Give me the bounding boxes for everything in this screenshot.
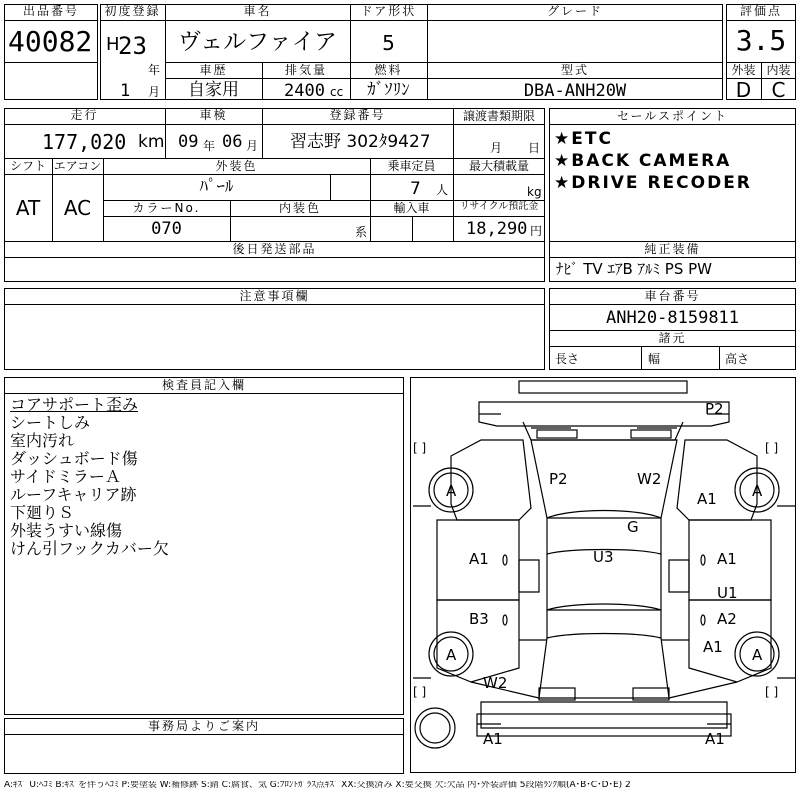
notes-label: 注意事項欄 <box>239 289 310 303</box>
dims-label: 諸元 <box>658 331 687 345</box>
chassis-number: ANH20-8159811 <box>605 308 740 328</box>
equipment-label: 純正装備 <box>644 242 701 256</box>
mileage: 177,020 <box>42 130 127 154</box>
color: ﾊﾟｰﾙ <box>199 177 234 197</box>
car-name: ヴェルファイア <box>178 29 337 55</box>
mileage-unit: km <box>138 132 165 152</box>
lot-number: 40082 <box>8 25 93 58</box>
reg-year: 23 <box>118 32 147 60</box>
first-reg-label: 初度登録 <box>104 4 161 18</box>
insp-year-unit: 年 <box>203 139 216 153</box>
bracket-rear-right: [ ] <box>765 685 779 699</box>
inspector-note-1: コアサポート歪み <box>10 395 139 414</box>
displacement-label: 排気量 <box>284 63 327 77</box>
mark-rear-right-wheel: A <box>752 646 763 664</box>
insp-month: 06 <box>222 132 243 152</box>
mark-rear-bumper-left: A1 <box>483 730 503 748</box>
mark-front-right-fender: A1 <box>697 490 717 508</box>
mark-roof: U3 <box>593 548 614 566</box>
inspector-note-7: 下廻りＳ <box>10 503 75 522</box>
history-label: 車歴 <box>199 63 228 77</box>
displacement: 2400 <box>284 81 325 101</box>
shift: AT <box>15 196 41 220</box>
car-name-label: 車名 <box>243 4 272 18</box>
history: 自家用 <box>188 80 239 100</box>
chassis-label: 車台番号 <box>644 289 701 303</box>
model-label: 型式 <box>560 63 589 77</box>
sales-label: セールスポイント <box>617 109 728 123</box>
inspector-note-8: 外装うすい線傷 <box>10 521 123 540</box>
legend: A:ｷｽﾞ U:ﾍｺﾐ B:ｷｽﾞを伴うﾍｺﾐ P:要塗装 W:補修跡 S:錆 C:腐食、気 G:ﾌﾛﾝﾄｶﾞﾗｽ点ｷｽﾞ XX:交換済み X:要交換 欠:欠品 内･外装評価 5段階ﾗﾝｸ順(A･B･C･D･E) 2 <box>4 781 631 790</box>
reg-no-label: 登録番号 <box>329 108 386 122</box>
inspector-note-9: けん引フックカバー欠 <box>10 539 169 558</box>
recycle: 18,290 <box>466 219 528 239</box>
inspector-note-2: シートしみ <box>10 413 91 432</box>
displacement-unit: cc <box>330 85 344 99</box>
mark-front-left-wheel: A <box>446 482 457 500</box>
mileage-label: 走行 <box>70 108 99 122</box>
reg-no: 習志野 302ﾀ9427 <box>290 132 431 152</box>
mark-hood-left: P2 <box>549 470 568 488</box>
mark-left-quarter: W2 <box>483 674 508 692</box>
office-label: 事務局よりご案内 <box>147 719 260 733</box>
score: 3.5 <box>735 24 787 57</box>
inspection-label: 車検 <box>199 108 228 122</box>
bracket-rear-left: [ ] <box>413 685 427 699</box>
load-label: 最大積載量 <box>468 159 529 173</box>
mark-rear-bumper-right: A1 <box>705 730 725 748</box>
insp-month-unit: 月 <box>246 139 259 153</box>
height-label: 高さ <box>725 352 750 366</box>
sales-point-2: ★BACK CAMERA <box>554 151 732 171</box>
import-label: 輸入車 <box>393 201 430 215</box>
inspector-note-5: サイドミラーＡ <box>10 467 121 486</box>
inspector-note-6: ルーフキャリア跡 <box>10 485 137 504</box>
grade-label: グレード <box>546 4 603 18</box>
transfer-month-unit: 月 <box>490 141 503 155</box>
interior-color-unit: 系 <box>355 225 368 239</box>
color-label: 外装色 <box>215 159 258 173</box>
year-unit: 年 <box>148 63 161 77</box>
mark-right-front-door: A1 <box>717 550 737 568</box>
width-label: 幅 <box>648 352 661 366</box>
capacity-unit: 人 <box>436 183 449 197</box>
doors: 5 <box>382 31 395 55</box>
model: DBA-ANH20W <box>523 81 627 101</box>
insp-year: 09 <box>178 132 199 152</box>
capacity-label: 乗車定員 <box>387 159 436 173</box>
fuel: ｶﾞｿﾘﾝ <box>367 80 410 100</box>
shift-label: シフト <box>9 159 46 173</box>
fuel-label: 燃料 <box>374 63 403 77</box>
score-label: 評価点 <box>739 4 782 18</box>
mark-front-right-wheel: A <box>752 482 763 500</box>
bracket-front-left: [ ] <box>413 441 427 455</box>
load-unit: kg <box>527 185 542 199</box>
inspector-note-3: 室内汚れ <box>10 431 75 450</box>
color-no: 070 <box>151 219 182 239</box>
car-outline <box>411 378 797 774</box>
mark-right-quarter: A1 <box>703 638 723 656</box>
mark-rear-left-wheel: A <box>446 646 457 664</box>
mark-right-rear-door: A2 <box>717 610 737 628</box>
era: H <box>106 34 120 55</box>
interior-grade: C <box>771 78 786 102</box>
sales-point-1: ★ETC <box>554 129 613 149</box>
mark-top-right: P2 <box>705 400 724 418</box>
recycle-label: リサイクル預託金 <box>459 201 539 212</box>
interior-color-label: 内装色 <box>278 201 321 215</box>
inspector-note-4: ダッシュボード傷 <box>10 449 138 468</box>
mark-left-front-door: A1 <box>469 550 489 568</box>
transfer-label: 譲渡書類期限 <box>462 109 535 123</box>
ac: AC <box>63 196 92 220</box>
exterior-grade: D <box>735 78 752 102</box>
inspector-notes <box>10 396 169 558</box>
capacity: 7 <box>410 179 421 199</box>
later-parts-label: 後日発送部品 <box>232 242 317 256</box>
lot-label: 出品番号 <box>22 4 79 18</box>
color-no-label: カラーNo. <box>132 201 201 215</box>
exterior-grade-label: 外装 <box>731 63 756 77</box>
mark-right-slide-door: U1 <box>717 584 738 602</box>
equipment-value: ﾅﾋﾞ TV ｴｱB ｱﾙﾐ PS PW <box>556 260 712 278</box>
mark-left-slide-door: B3 <box>469 610 489 628</box>
month-unit: 月 <box>148 85 161 99</box>
interior-grade-label: 内装 <box>766 63 791 77</box>
damage-diagram <box>410 377 796 773</box>
transfer-day-unit: 日 <box>528 141 541 155</box>
reg-month: 1 <box>120 81 131 101</box>
mark-hood-right: W2 <box>637 470 662 488</box>
mark-windshield: G <box>627 518 639 536</box>
inspector-label: 検査員記入欄 <box>161 378 246 392</box>
sales-point-3: ★DRIVE RECODER <box>554 173 752 193</box>
door-label: ドア形状 <box>360 4 417 18</box>
length-label: 長さ <box>555 352 580 366</box>
ac-label: エアコン <box>53 159 102 173</box>
recycle-unit: 円 <box>530 224 543 238</box>
bracket-front-right: [ ] <box>765 441 779 455</box>
